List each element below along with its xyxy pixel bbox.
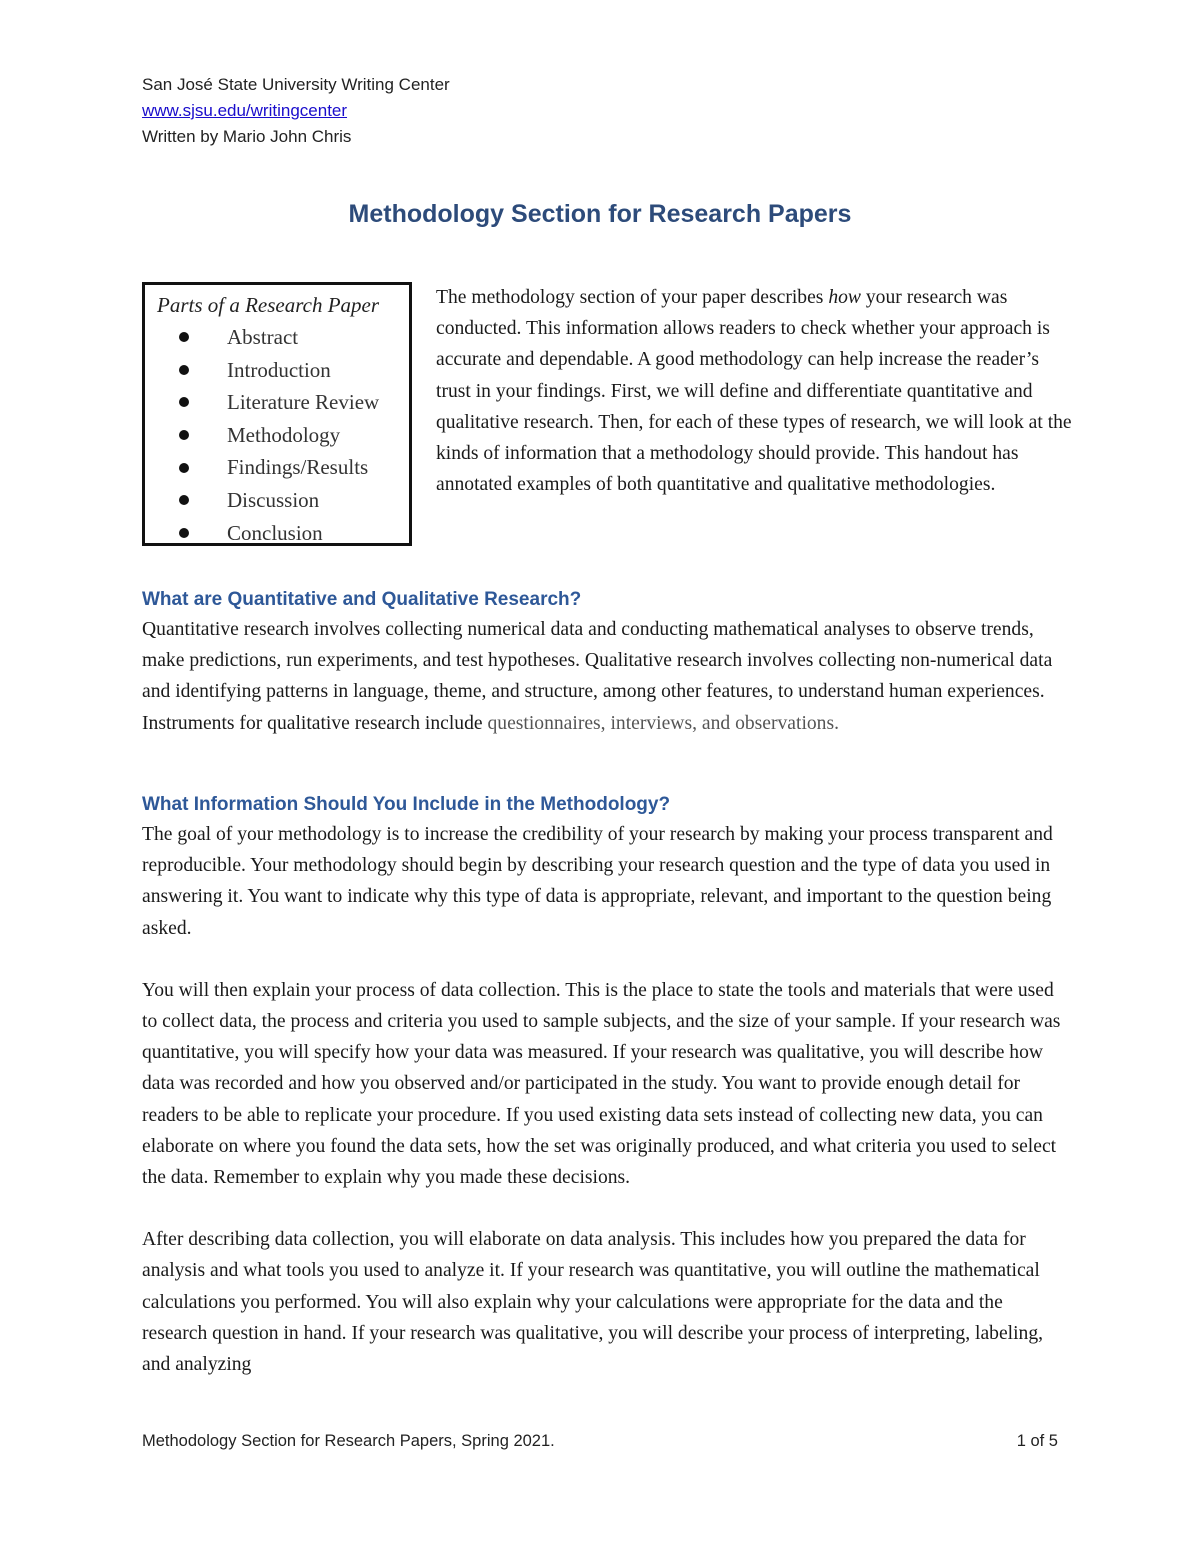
page-number: 1 of 5 <box>1016 1432 1058 1450</box>
bullet-icon <box>179 463 189 473</box>
emphasis-how: how <box>828 287 861 308</box>
parts-box-title: Parts of a Research Paper <box>157 293 380 317</box>
author-line: Written by Mario John Chris <box>142 127 352 146</box>
bullet-icon <box>179 332 189 342</box>
bullet-icon <box>179 430 189 440</box>
writing-center-link[interactable]: www.sjsu.edu/writingcenter <box>142 101 348 120</box>
parts-list <box>157 321 409 549</box>
list-item: Abstract <box>157 321 409 354</box>
list-item: Introduction <box>157 354 409 387</box>
section-body: Quantitative research involves collecting numerical data and conducting mathematical analyses to observe trends, make predictions, run experiments, and test hypotheses. Qualitative research involves collecting non-numerical data and identifying patterns in language, theme, and structure, among other features, to understand human experiences. Instruments for qualitative research include questionnaires, interviews, and observations. <box>142 619 1053 734</box>
list-item: Findings/Results <box>157 451 409 484</box>
parts-of-paper-box <box>142 282 412 546</box>
bullet-icon <box>179 495 189 505</box>
footer-title: Methodology Section for Research Papers, Spring 2021. <box>142 1432 555 1450</box>
paragraph-1: The goal of your methodology is to increase the credibility of your research by making your process transparent and reproducible. Your methodology should begin by describing your research question and the type of data you used in answering it. You want to indicate why this type of data is appropriate, relevant, and important to the question being asked. <box>142 824 1053 939</box>
list-item: Literature Review <box>157 386 409 419</box>
page-footer <box>142 1432 1058 1451</box>
section-heading: What Information Should You Include in the Methodology? <box>142 794 671 815</box>
list-item: Conclusion <box>157 517 409 550</box>
paragraph-2: You will then explain your process of data collection. This is the place to state the tools and materials that were used to collect data, the process and criteria you used to sample subjects, and the size of your sample. If your research was quantitative, you will specify how your data was measured. If your research was qualitative, you will describe how data was recorded and how you observed and/or participated in the study. You want to provide enough detail for readers to be able to replicate your procedure. If you used existing data sets instead of collecting new data, you can elaborate on where you found the data sets, how the set was originally produced, and what criteria you used to select the data. Remember to explain why you made these decisions. <box>142 979 1061 1189</box>
section-quant-qual <box>142 586 1072 739</box>
section-heading: What are Quantitative and Qualitative Research? <box>142 589 582 610</box>
list-item: Discussion <box>157 484 409 517</box>
org-name: San José State University Writing Center <box>142 75 450 94</box>
intro-paragraph: The methodology section of your paper describes how your research was conducted. This information allows readers to check whether your approach is accurate and dependable. A good methodology can help increase the reader’s trust in your findings. First, we will define and differentiate quantitative and qualitative research. Then, for each of these types of research, we will look at the kinds of information that a methodology should provide. This handout has annotated examples of both quantitative and qualitative methodologies. <box>436 287 1072 496</box>
bullet-icon <box>179 528 189 538</box>
section-methodology-info <box>142 791 1072 1380</box>
paragraph-3: After describing data collection, you will elaborate on data analysis. This includes how you prepared the data for analysis and what tools you used to analyze it. If your research was quantitative, you will outline the mathematical calculations you performed. You will also explain why your calculations were appropriate for the data and the research question in hand. If your research was qualitative, you will describe your process of interpreting, labeling, and analyzing <box>142 1229 1044 1376</box>
document-header <box>142 72 450 150</box>
page-title: Methodology Section for Research Papers <box>348 200 852 228</box>
bullet-icon <box>179 397 189 407</box>
list-item: Methodology <box>157 419 409 452</box>
bullet-icon <box>179 365 189 375</box>
